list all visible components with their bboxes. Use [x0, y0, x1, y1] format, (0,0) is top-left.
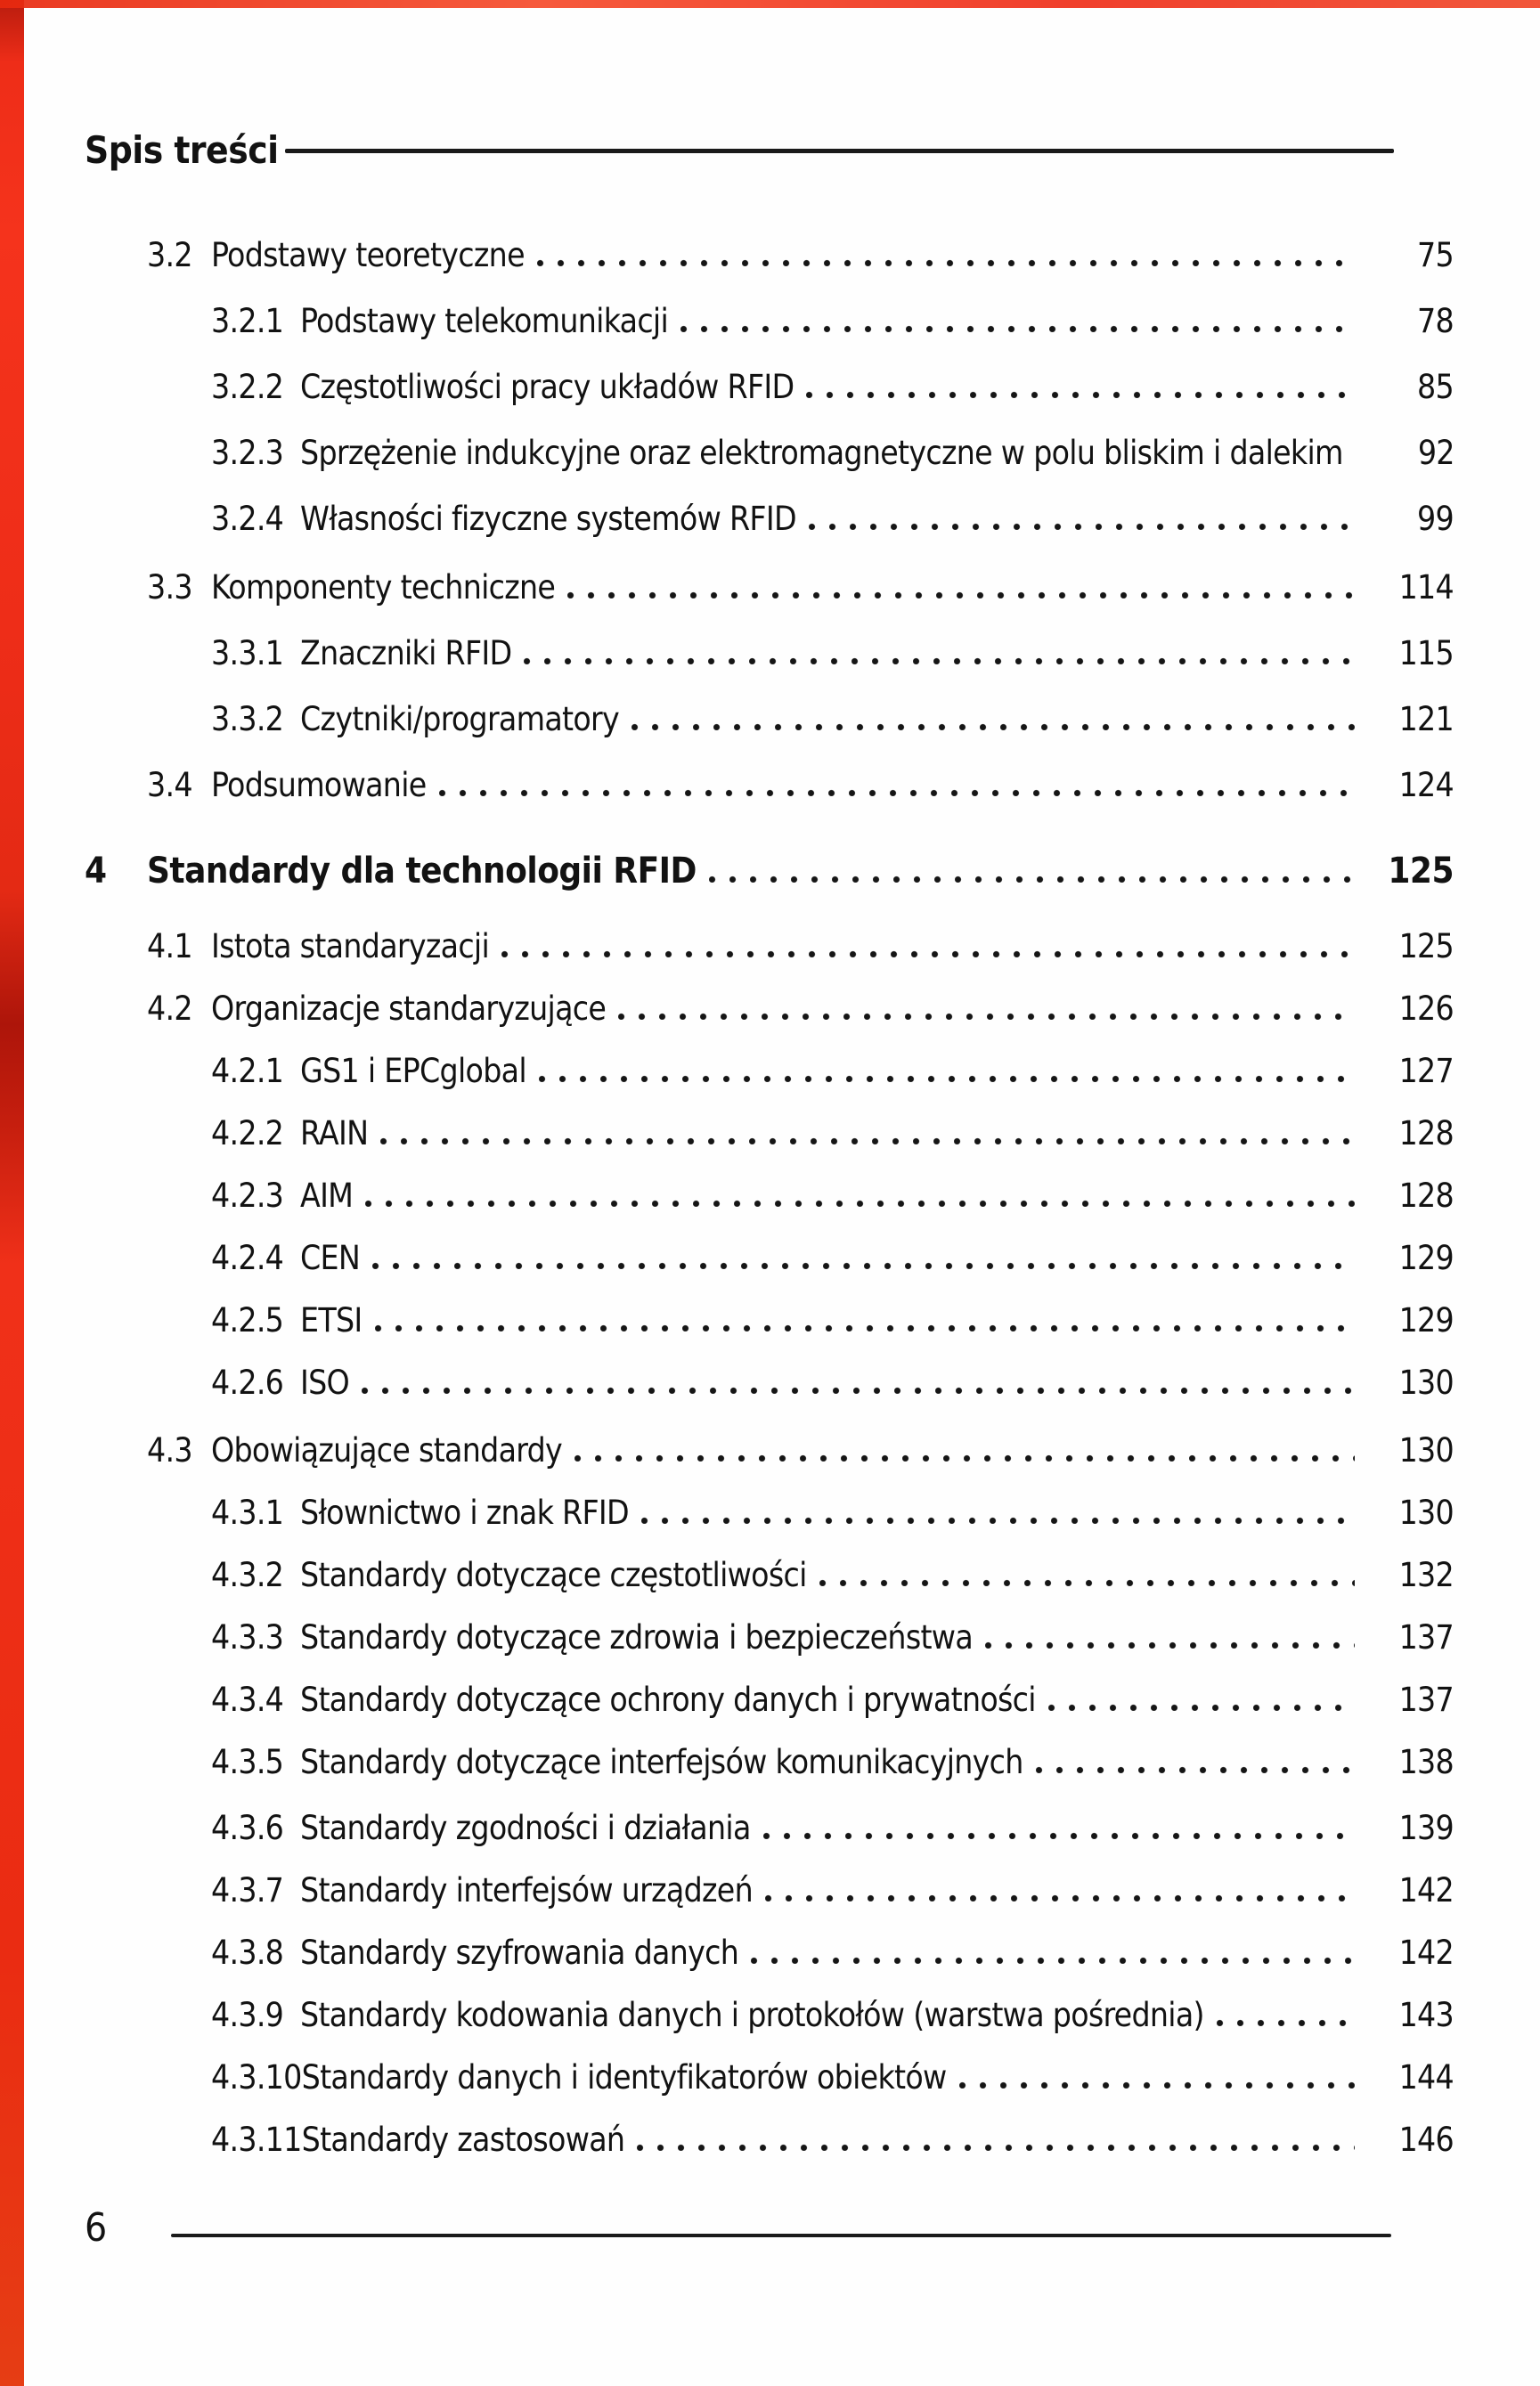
toc-entry-page: 137 [1398, 1681, 1454, 1719]
toc-entry-number: 3.3.1 [211, 634, 284, 672]
toc-entry-title: Słownictwo i znak RFID [300, 1494, 629, 1532]
dot-leader [375, 1323, 1355, 1331]
dot-leader [637, 2142, 1355, 2151]
toc-entry-number: 4.3 [147, 1431, 192, 1470]
toc-row [0, 2109, 1540, 2171]
toc-list [0, 223, 1540, 2171]
dot-leader [751, 1955, 1355, 1964]
toc-entry-page: 78 [1417, 302, 1454, 340]
toc-row [0, 1165, 1540, 1227]
toc-row [0, 1984, 1540, 2047]
toc-entry-page: 128 [1398, 1177, 1454, 1215]
toc-entry-title: Obowiązujące standardy [211, 1431, 563, 1470]
toc-entry-number: 4.1 [147, 927, 192, 965]
header-rule [285, 149, 1394, 153]
toc-entry-number: 4.2.4 [211, 1239, 284, 1277]
red-page-edge-line-top [0, 0, 1540, 8]
toc-entry-title: Standardy danych i identyfikatorów obiektów [301, 2058, 947, 2097]
toc-row [0, 289, 1540, 354]
toc-entry-number: 4.2 [147, 989, 192, 1028]
toc-entry-title: Podstawy teoretyczne [211, 236, 525, 274]
toc-row [0, 621, 1540, 687]
dot-leader [524, 656, 1355, 664]
toc-entry-page: 125 [1388, 851, 1454, 892]
toc-entry-title: Sprzężenie indukcyjne oraz elektromagnetyczne w polu bliskim i dalekim [300, 434, 1343, 472]
toc-row [0, 1482, 1540, 1544]
dot-leader [641, 1515, 1355, 1524]
toc-entry-page: 114 [1398, 568, 1454, 607]
toc-entry-title: Podsumowanie [211, 766, 427, 804]
toc-entry-page: 115 [1398, 634, 1454, 672]
toc-row [0, 354, 1540, 420]
toc-entry-title: Standardy dotyczące częstotliwości [300, 1556, 807, 1594]
toc-row [0, 1607, 1540, 1669]
toc-row [0, 916, 1540, 978]
toc-entry-title: AIM [300, 1177, 354, 1215]
toc-entry-page: 99 [1417, 500, 1454, 538]
toc-entry-page: 143 [1398, 1996, 1454, 2034]
toc-row [0, 1420, 1540, 1482]
toc-entry-number: 3.4 [147, 766, 192, 804]
toc-entry-number: 4.2.5 [211, 1301, 284, 1340]
toc-entry-title: Własności fizyczne systemów RFID [300, 500, 796, 538]
toc-entry-title: ETSI [300, 1301, 363, 1340]
toc-entry-page: 146 [1398, 2121, 1454, 2159]
toc-entry-title: Czytniki/programatory [300, 700, 620, 738]
toc-row [0, 1290, 1540, 1352]
toc-entry-number: 3.3.2 [211, 700, 284, 738]
toc-entry-number: 4.2.1 [211, 1052, 284, 1090]
toc-entry-number: 4.3.1 [211, 1494, 284, 1532]
toc-row [0, 978, 1540, 1040]
toc-entry-number: 3.2.2 [211, 368, 284, 406]
toc-entry-number: 4.3.4 [211, 1681, 284, 1719]
toc-entry-number: 3.2.1 [211, 302, 284, 340]
toc-entry-page: 127 [1398, 1052, 1454, 1090]
toc-entry-page: 92 [1417, 434, 1454, 472]
toc-entry-number: 4 [85, 851, 107, 892]
toc-entry-title: Komponenty techniczne [211, 568, 556, 607]
dot-leader [372, 1260, 1355, 1269]
toc-entry-title: Częstotliwości pracy układów RFID [300, 368, 794, 406]
dot-leader [539, 1073, 1355, 1082]
toc-entry-number: 4.2.6 [211, 1364, 284, 1402]
toc-entry-page: 137 [1398, 1618, 1454, 1657]
toc-entry-page: 144 [1398, 2058, 1454, 2097]
toc-row [0, 2047, 1540, 2109]
toc-row [0, 420, 1540, 486]
toc-entry-number: 3.3 [147, 568, 192, 607]
toc-entry-title: Standardy interfejsów urządzeń [300, 1871, 753, 1910]
toc-entry-page: 138 [1398, 1743, 1454, 1781]
toc-entry-page: 130 [1398, 1494, 1454, 1532]
toc-row [0, 1103, 1540, 1165]
toc-entry-number: 3.2.4 [211, 500, 284, 538]
dot-leader [1217, 2017, 1355, 2026]
toc-row [0, 1040, 1540, 1103]
toc-row [0, 1860, 1540, 1922]
dot-leader [806, 389, 1355, 398]
toc-row [0, 838, 1540, 904]
footer-page-number: 6 [85, 2205, 108, 2251]
toc-entry-title: Standardy zgodności i działania [300, 1809, 751, 1847]
toc-entry-title: GS1 i EPCglobal [300, 1052, 526, 1090]
toc-row [0, 555, 1540, 621]
toc-entry-page: 139 [1398, 1809, 1454, 1847]
dot-leader [765, 1893, 1355, 1901]
footer-rule [171, 2234, 1391, 2237]
dot-leader [809, 521, 1355, 530]
toc-row [0, 753, 1540, 818]
toc-entry-number: 3.2 [147, 236, 192, 274]
dot-leader [618, 1011, 1355, 1020]
toc-row [0, 486, 1540, 552]
dot-leader [501, 949, 1355, 957]
toc-entry-number: 4.3.11 [211, 2121, 302, 2159]
toc-entry-title: Standardy kodowania danych i protokołów (warstwa pośrednia) [300, 1996, 1204, 2034]
toc-entry-page: 129 [1398, 1301, 1454, 1340]
toc-entry-number: 4.2.2 [211, 1114, 284, 1152]
toc-entry-title: ISO [300, 1364, 350, 1402]
dot-leader [574, 1453, 1355, 1462]
dot-leader [439, 787, 1355, 796]
toc-entry-number: 4.3.6 [211, 1809, 284, 1847]
toc-row [0, 687, 1540, 753]
toc-entry-number: 4.3.8 [211, 1934, 284, 1972]
dot-leader [819, 1577, 1355, 1586]
toc-entry-number: 4.3.5 [211, 1743, 284, 1781]
dot-leader [709, 874, 1355, 883]
toc-entry-page: 124 [1398, 766, 1454, 804]
dot-leader [985, 1640, 1355, 1649]
toc-entry-title: RAIN [300, 1114, 369, 1152]
toc-entry-number: 4.3.7 [211, 1871, 284, 1910]
dot-leader [567, 590, 1355, 599]
toc-entry-page: 128 [1398, 1114, 1454, 1152]
toc-entry-title: Standardy dotyczące interfejsów komunikacyjnych [300, 1743, 1023, 1781]
toc-entry-number: 4.3.9 [211, 1996, 284, 2034]
toc-entry-title: Znaczniki RFID [300, 634, 512, 672]
toc-row [0, 1544, 1540, 1607]
toc-entry-number: 4.3.2 [211, 1556, 284, 1594]
toc-row [0, 1669, 1540, 1731]
toc-entry-number: 3.2.3 [211, 434, 284, 472]
toc-entry-number: 4.2.3 [211, 1177, 284, 1215]
toc-row [0, 1922, 1540, 1984]
page-title: Spis treści [85, 128, 279, 172]
toc-row [0, 1731, 1540, 1794]
toc-row [0, 223, 1540, 289]
toc-entry-title: Standardy szyfrowania danych [300, 1934, 739, 1972]
toc-row [0, 1352, 1540, 1414]
toc-entry-page: 142 [1398, 1934, 1454, 1972]
dot-leader [362, 1385, 1355, 1394]
toc-entry-page: 130 [1398, 1364, 1454, 1402]
dot-leader [763, 1830, 1355, 1839]
dot-leader [537, 257, 1355, 266]
toc-entry-title: CEN [300, 1239, 361, 1277]
dot-leader [1048, 1702, 1355, 1711]
toc-entry-page: 75 [1417, 236, 1454, 274]
toc-entry-title: Organizacje standaryzujące [211, 989, 607, 1028]
toc-entry-page: 132 [1398, 1556, 1454, 1594]
toc-row [0, 1227, 1540, 1290]
toc-entry-page: 121 [1398, 700, 1454, 738]
toc-entry-page: 126 [1398, 989, 1454, 1028]
toc-entry-title: Podstawy telekomunikacji [300, 302, 669, 340]
toc-entry-number: 4.3.10 [211, 2058, 302, 2097]
dot-leader [680, 323, 1355, 332]
toc-entry-title: Istota standaryzacji [211, 927, 490, 965]
dot-leader [380, 1136, 1355, 1144]
toc-entry-title: Standardy dotyczące ochrony danych i prywatności [300, 1681, 1036, 1719]
toc-entry-title: Standardy dotyczące zdrowia i bezpieczeństwa [300, 1618, 974, 1657]
dot-leader [1036, 1764, 1355, 1773]
toc-entry-title: Standardy dla technologii RFID [147, 851, 697, 892]
toc-entry-title: Standardy zastosowań [301, 2121, 625, 2159]
toc-entry-page: 129 [1398, 1239, 1454, 1277]
toc-row [0, 1797, 1540, 1860]
toc-entry-page: 125 [1398, 927, 1454, 965]
dot-leader [631, 721, 1355, 730]
toc-entry-number: 4.3.3 [211, 1618, 284, 1657]
dot-leader [959, 2080, 1355, 2089]
toc-entry-page: 142 [1398, 1871, 1454, 1910]
toc-entry-page: 130 [1398, 1431, 1454, 1470]
dot-leader [365, 1198, 1355, 1207]
toc-entry-page: 85 [1417, 368, 1454, 406]
